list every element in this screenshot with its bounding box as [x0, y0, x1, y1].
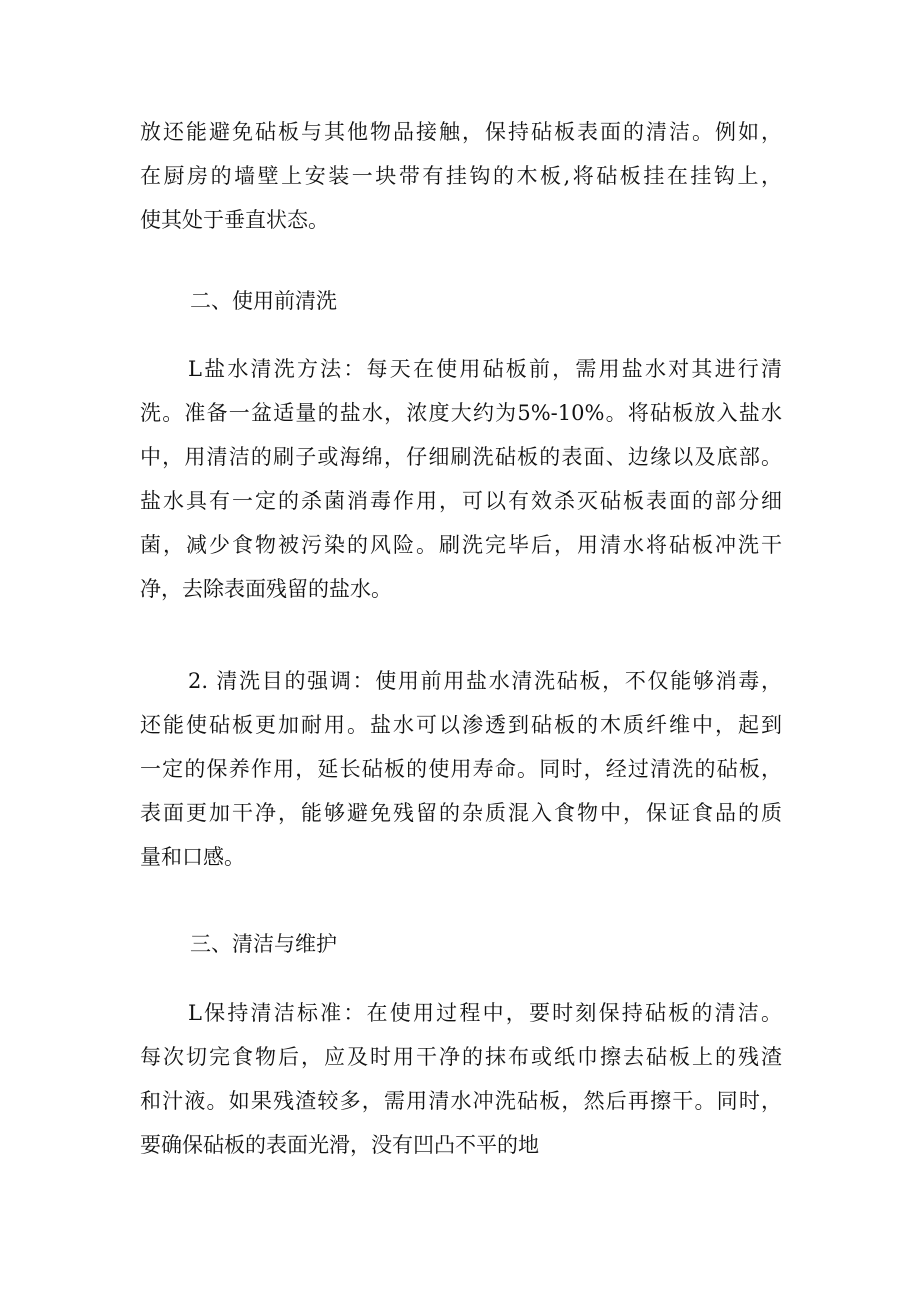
paragraph-line: L保持清洁标准：在使用过程中，要时刻保持砧板的清洁。 — [188, 1001, 782, 1025]
paragraph-line: 表面更加干净，能够避免残留的杂质混入食物中，保证食品的质 — [140, 801, 782, 825]
paragraph-line: 量和口感。 — [140, 845, 245, 869]
paragraph-line: L盐水清洗方法：每天在使用砧板前，需用盐水对其进行清 — [188, 357, 782, 381]
section3-item1-paragraph — [140, 991, 782, 1167]
paragraph-line: 2. 清洗目的强调：使用前用盐水清洗砧板，不仅能够消毒， — [188, 669, 782, 693]
paragraph-line: 一定的保养作用，延长砧板的使用寿命。同时，经过清洗的砧板， — [140, 757, 782, 781]
section2-item2-paragraph — [140, 659, 782, 879]
paragraph-line: 要确保砧板的表面光滑，没有凹凸不平的地 — [140, 1133, 539, 1157]
section-heading-2: 二、使用前清洗 — [190, 289, 337, 313]
paragraph-line: 净，去除表面残留的盐水。 — [140, 577, 392, 601]
paragraph-line: 中，用清洁的刷子或海绵，仔细刷洗砧板的表面、边缘以及底部。 — [140, 445, 782, 469]
paragraph-line: 使其处于垂直状态。 — [140, 208, 329, 232]
paragraph-line: 盐水具有一定的杀菌消毒作用，可以有效杀灭砧板表面的部分细 — [140, 489, 782, 513]
paragraph-line: 菌，减少食物被污染的风险。刷洗完毕后，用清水将砧板冲洗干 — [140, 533, 782, 557]
paragraph-line: 洗。准备一盆适量的盐水，浓度大约为5%-10%。将砧板放入盐水 — [140, 401, 782, 425]
paragraph-line: 放还能避免砧板与其他物品接触，保持砧板表面的清洁。例如， — [140, 120, 782, 144]
paragraph-line: 和汁液。如果残渣较多，需用清水冲洗砧板，然后再擦干。同时， — [140, 1089, 782, 1113]
intro-paragraph — [140, 110, 782, 242]
paragraph-line: 在厨房的墙壁上安装一块带有挂钩的木板,将砧板挂在挂钩上， — [140, 164, 782, 188]
paragraph-line: 还能使砧板更加耐用。盐水可以渗透到砧板的木质纤维中，起到 — [140, 713, 782, 737]
paragraph-line: 每次切完食物后，应及时用干净的抹布或纸巾擦去砧板上的残渣 — [140, 1045, 782, 1069]
section2-item1-paragraph — [140, 347, 782, 611]
section-heading-3: 三、清洁与维护 — [190, 932, 337, 956]
